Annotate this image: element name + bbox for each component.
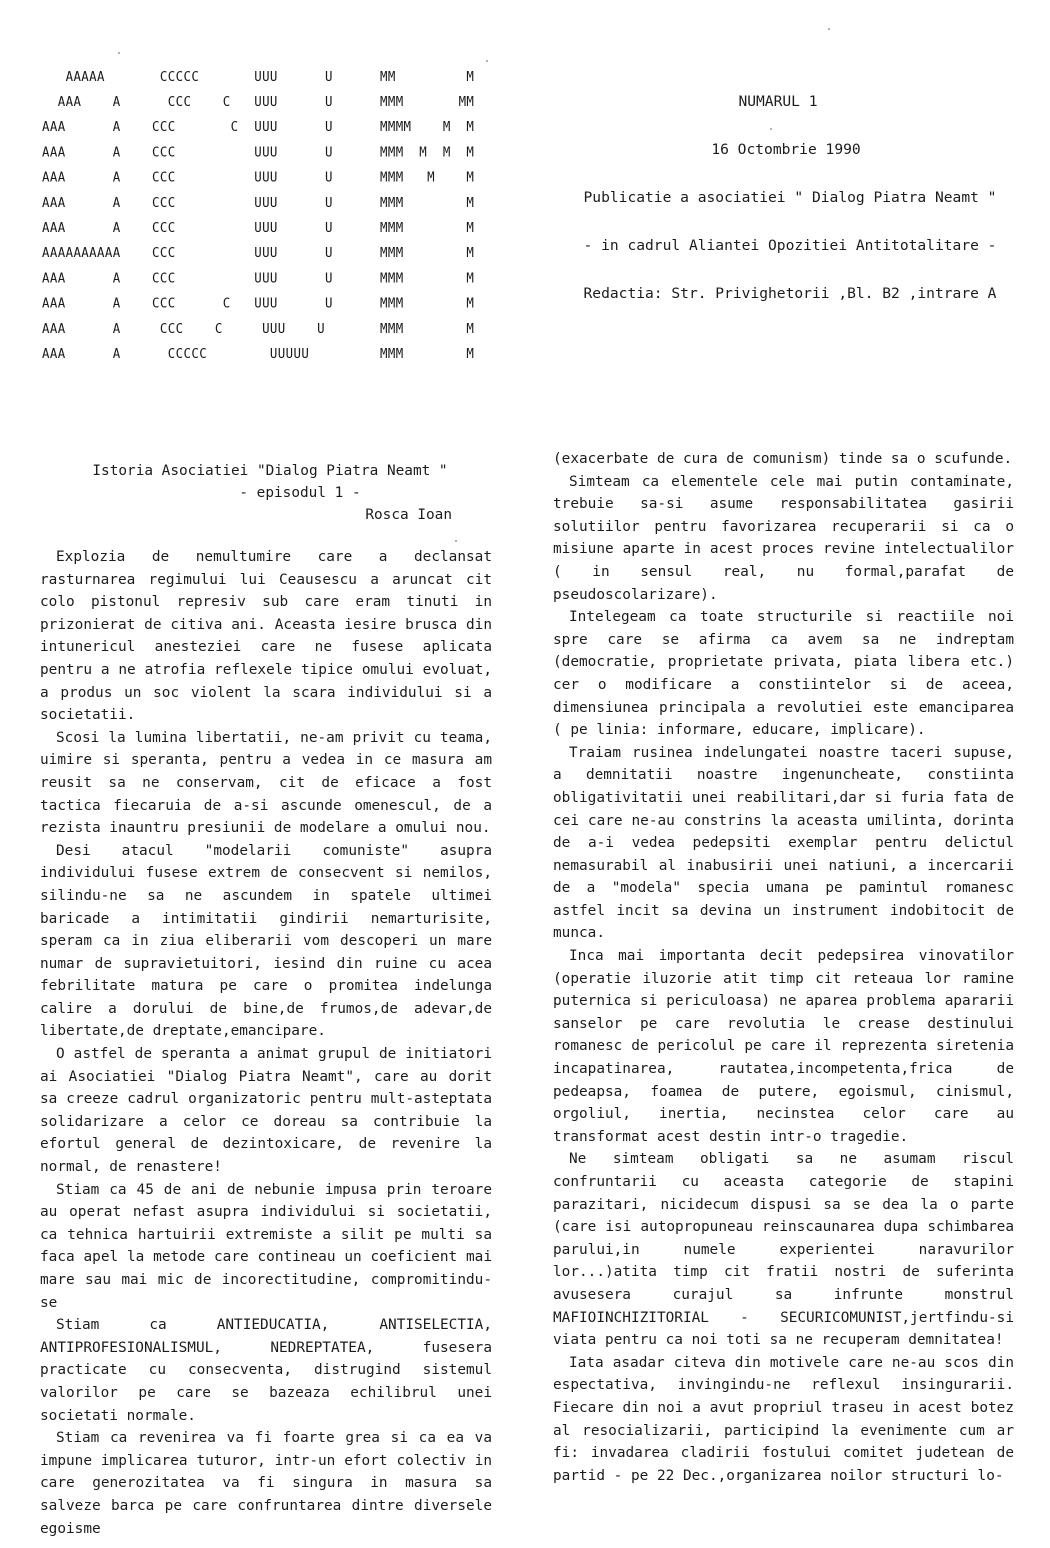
paragraph: Scosi la lumina libertatii, ne-am privit cu teama, uimire si speranta, pentru a vedea in ce masura am reusit sa ne conservam, cit de eficace a fost tactica fiecaruia de a-si ascunde omenescul, de a rezista inauntru presiunii de modelare a omului nou. [40, 729, 492, 837]
paragraph: Stiam ca 45 de ani de nebunie impusa prin teroare au operat nefast asupra individului si societatii, ca tehnica hartuirii extremiste a silit pe multi sa faca apel la metode care contineau un coeficient mai mare sau mai mic de incorectitudine, compromitindu-se [40, 1181, 492, 1311]
paragraph: Ne simteam obligati sa ne asumam riscul confruntarii cu aceasta categorie de stapini parazitari, nicidecum dispusi sa se dea la o parte (care isi autopropuneau reinscaunarea dupa schimbarea parului,in numele experientei naravurilor lor...)atita timp cit fratii nostri de suferinta avusesera curajul sa infrunte monstrul MAFIOINCHIZITORIAL - SECURICOMUNIST,jertfindu-si viata pentru ca noi toti sa ne recuperam demnitatea! [553, 1151, 1014, 1349]
banner-line: AAA A CCC C UUU U MMM M [42, 320, 475, 336]
banner-line: AAAAA CCCCC UUU U MM M [42, 68, 475, 84]
banner-line: AAAAAAAAAA CCC UUU U MMM M [42, 244, 475, 261]
banner-line: AAA A CCC C UUU U MMM MM [42, 93, 475, 110]
banner-line: AAA A CCC UUU U MMM M [42, 194, 475, 210]
banner-line: AAA A CCC C UUU U MMMM M M [42, 118, 475, 135]
paragraph: Iata asadar citeva din motivele care ne-au scos din espectativa, invingindu-ne reflexul insingurarii. Fiecare din noi a avut propriul traseu in acest botez al resocializarii, participind la evenimente cum ar fi: invadarea cladirii fostului comitet judetean de partid - pe 22 Dec.,organizarea noilor structuri lo- [553, 1354, 1014, 1484]
paragraph: Simteam ca elementele cele mai putin contaminate, trebuie sa-si asume responsabilitatea gasirii solutiilor pentru favorizarea recuperarii si ca o misiune aparte in acest proces revine intelectualilor ( in sensul real, nu formal,parafat de pseudoscolarizare). [553, 473, 1014, 603]
left-column [40, 460, 492, 1540]
publisher-line: Publicatie a asociatiei " Dialog Piatra Neamt " [583, 189, 997, 206]
banner-line: AAA A CCC C UUU U MMM M [42, 295, 475, 311]
article-title: Istoria Asociatiei "Dialog Piatra Neamt " [92, 463, 448, 479]
article-episode: - episodul 1 - [239, 485, 361, 501]
article-header [40, 460, 492, 526]
paragraph: O astfel de speranta a animat grupul de initiatori ai Asociatiei "Dialog Piatra Neamt", care au dorit sa creeze cadrul organizatoric pentru mult-asteptata solidarizare a celor ce doreau sa contribuie la efortul general de dezintoxicare, de revenire la normal, de renastere! [40, 1046, 492, 1176]
banner-line: AAA A CCC UUU U MMM M [42, 219, 475, 236]
banner-line: AAA A CCCCC UUUUU MMM M [42, 345, 475, 362]
print-speck [118, 52, 120, 54]
issue-info [555, 86, 1025, 326]
paragraph: Stiam ca ANTIEDUCATIA, ANTISELECTIA, ANTIPROFESIONALISMUL, NEDREPTATEA, fusesera practicate cu consecventa, distrugind sistemul valorilor pe care se bazeaza echilibrul unei societati normale. [40, 1317, 492, 1424]
editorial-address: Redactia: Str. Privighetorii ,Bl. B2 ,intrare A [583, 285, 997, 302]
paragraph: (exacerbate de cura de comunism) tinde sa o scufunde. [553, 451, 1013, 467]
paragraph: Intelegeam ca toate structurile si reactiile noi spre care se afirma ca avem sa ne indreptam (democratie, proprietate privata, piata libera etc.) cer o modificare a constiintelor si de aceea, dimensiunea principala a revolutiei este emanciparea ( pe linia: informare, educare, implicare). [553, 609, 1014, 739]
print-speck [770, 128, 772, 130]
paragraph: Inca mai importanta decit pedepsirea vinovatilor (operatie iluzorie atit timp cit reteaua lor ramine puternica si periculoasa) ne aparea problema apararii sanselor pe care revolutia le crease destinului romanesc de pericolul pe care il reprezenta siretenia incapatinarea, rautatea,incompetenta,frica de pedeapsa, foamea de putere, egoismul, cinismul, orgoliul, inertia, necinstea celor care au transformat acest destin intr-o tragedie. [553, 948, 1014, 1145]
issue-date: 16 Octombrie 1990 [711, 141, 861, 158]
print-speck [486, 60, 488, 62]
issue-number: NUMARUL 1 [738, 93, 818, 110]
print-speck [455, 540, 457, 542]
right-column [553, 448, 1014, 1487]
alliance-line: - in cadrul Aliantei Opozitiei Antitotalitare - [583, 237, 997, 254]
print-speck [828, 28, 830, 30]
article-author: Rosca Ioan [365, 507, 452, 523]
banner-line: AAA A CCC UUU U MMM M M [42, 169, 475, 185]
banner-line: AAA A CCC UUU U MMM M M M [42, 143, 475, 160]
paragraph: Traiam rusinea indelungatei noastre taceri supuse, a demnitatii noastre ingenuncheate, constiinta obligativitatii unei reabilitari,dar si furia fata de cei care ne-au constrins la aceasta umilinta, dorinta de a-i vedea pedepsiti exemplar pentru delictul nemasurabil al inabusirii unei natiuni, a incercarii de a "modela" specia umana pe pamintul romanesc astfel incit sa devina un instrument indobitocit de munca. [553, 744, 1014, 942]
paragraph: Stiam ca revenirea va fi foarte grea si ca ea va impune implicarea tuturor, intr-un efort colectiv in care generozitatea va fi singura in masura sa salveze barca pe care confruntarea dintre diversele egoisme [40, 1430, 492, 1537]
banner-line: AAA A CCC UUU U MMM M [42, 269, 475, 286]
masthead-banner [42, 64, 475, 366]
paragraph: Explozia de nemultumire care a declansat rasturnarea regimului lui Ceausescu a aruncat cit colo pistonul represiv sub care eram tinuti in prizonierat de citiva ani. Aceasta iesire brusca din intunericul anesteziei care ne fusese aplicata pentru a ne atrofia reflexele tipice omului evoluat, a produs un soc violent la scara individului si a societatii. [40, 549, 492, 724]
paragraph: Desi atacul "modelarii comuniste" asupra individului fusese extrem de consecvent si nemilos, silindu-ne sa ne ascundem in spatele ultimei baricade a intimitatii gindirii nemarturisite, speram ca in ziua eliberarii vom descoperi un mare numar de supravietuitori, iesind din ruine cu acea febrilitate matura pe care o promitea indelunga calire a dorului de bine,de frumos,de adevar,de libertate,de dreptate,emancipare. [40, 842, 492, 1040]
